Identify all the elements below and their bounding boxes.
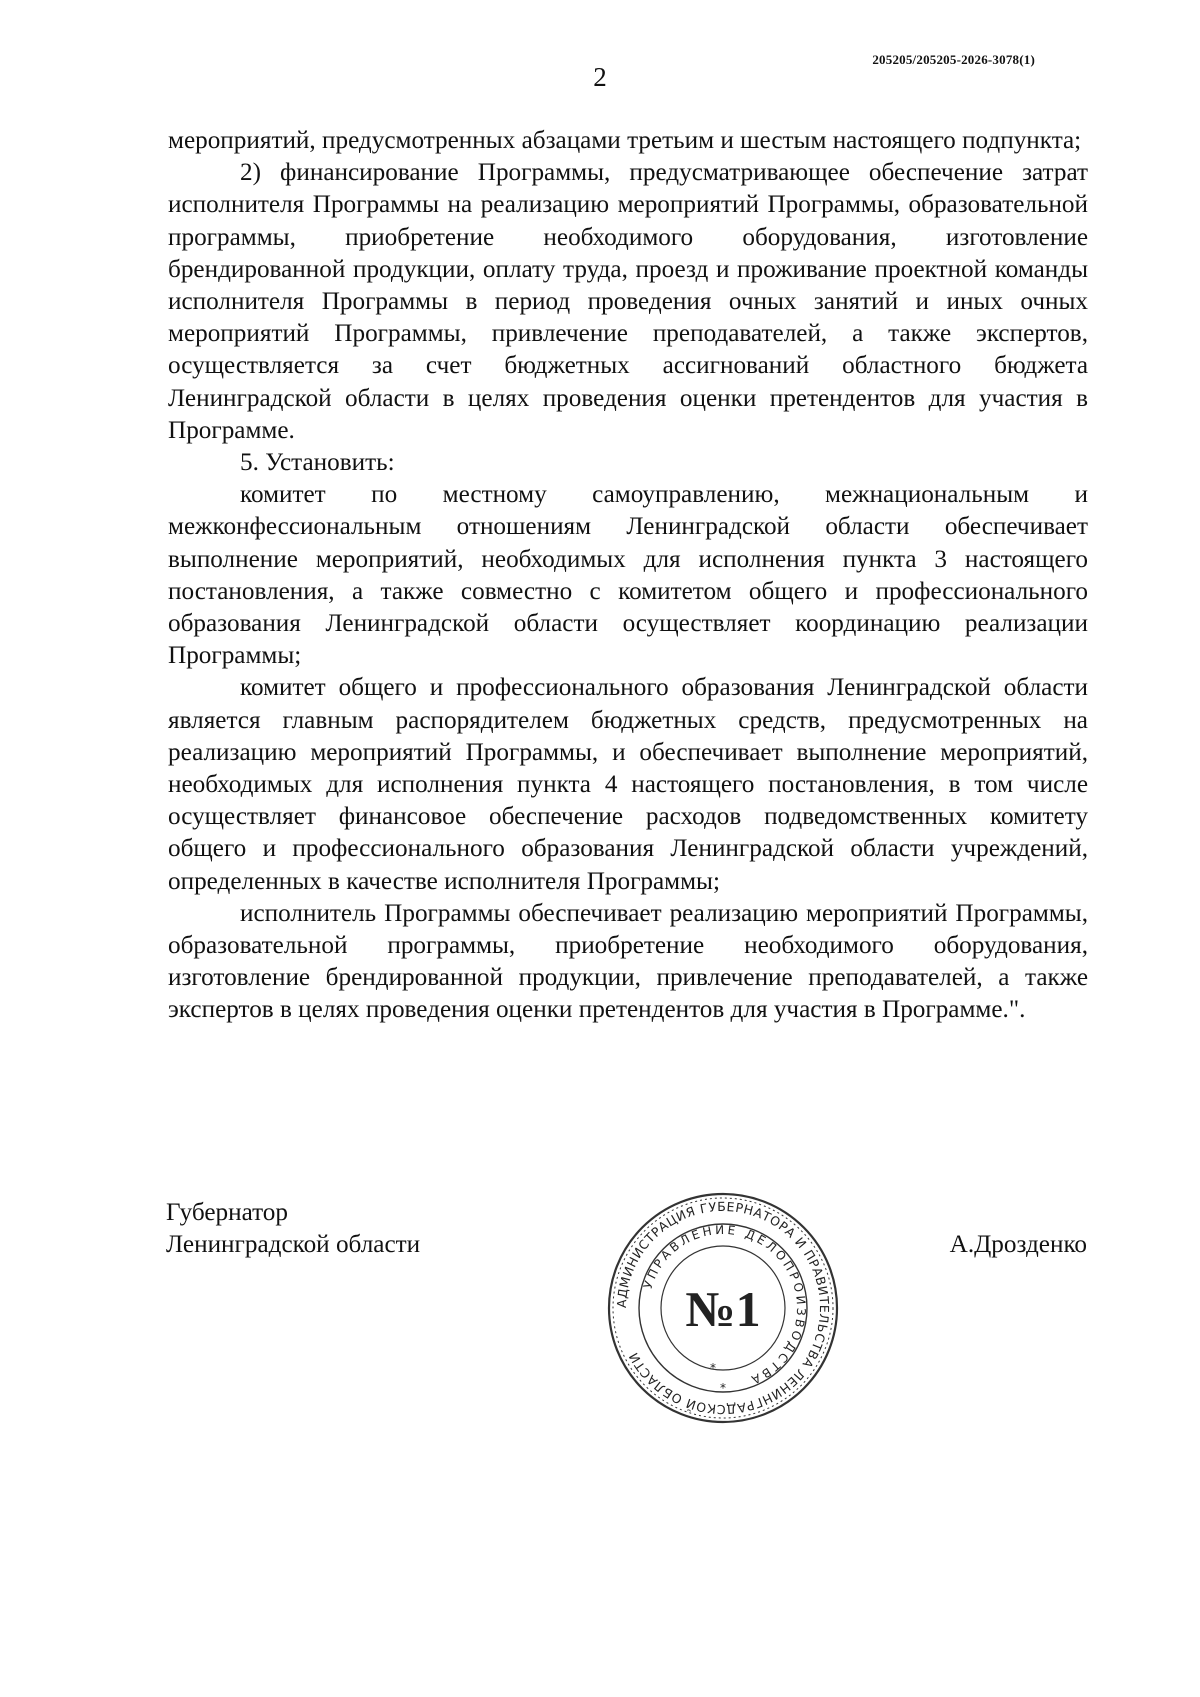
official-stamp <box>605 1190 841 1426</box>
stamp-center-number: №1 <box>685 1281 761 1337</box>
stamp-inner-text: УПРАВЛЕНИЕ ДЕЛОПРОИЗВОДСТВА <box>640 1222 809 1388</box>
paragraph-committee-education: комитет общего и профессионального образования Ленинградской области является главным распорядителем бюджетных средств, предусмотренных на реализацию мероприятий Программы, и обеспечивает выполнение мероприятий, необходимых для исполнения пункта 4 настоящего постановления, в том числе осуществляет финансовое обеспечение расходов подведомственных комитету общего и профессионального образования Ленинградской области учреждений, определенных в качестве исполнителя Программы; <box>168 674 1088 895</box>
paragraph-financing: 2) финансирование Программы, предусматривающее обеспечение затрат исполнителя Программы на реализацию мероприятий Программы, образовательной программы, приобретение необходимого оборудования, изготовление брендированной продукции, оплату труда, проезд и проживание проектной команды исполнителя Программы в период проведения очных занятий и иных очных мероприятий Программы, привлечение преподавателей, а также экспертов, осуществляется за счет бюджетных ассигнований областного бюджета Ленинградской области в целях проведения оценки претендентов для участия в Программе. <box>168 159 1088 444</box>
paragraph-program-executor: исполнитель Программы обеспечивает реализацию мероприятий Программы, образовательной программы, приобретение необходимого оборудования, изготовление брендированной продукции, привлечение преподавателей, а также экспертов в целях проведения оценки претендентов для участия в Программе.". <box>168 899 1088 1024</box>
paragraph-continuation: мероприятий, предусмотренных абзацами третьим и шестым настоящего подпункта; <box>168 127 1082 154</box>
stamp-star-icon: * <box>710 1361 716 1375</box>
signature-title-line2: Ленинградской области <box>166 1231 421 1258</box>
document-body <box>168 125 1088 1027</box>
document-id: 205205/205205-2026-3078(1) <box>872 52 1035 67</box>
signature-title-line1: Губернатор <box>166 1199 288 1226</box>
paragraph-committee-local-government: комитет по местному самоуправлению, межнациональным и межконфессиональным отношениям Ленинградской области обеспечивает выполнение мероприятий, необходимых для исполнения пункта 3 настоящего постановления, а также совместно с комитетом общего и профессионального образования Ленинградской области осуществляет координацию реализации Программы; <box>168 481 1088 670</box>
signature-name: А.Дрозденко <box>949 1231 1087 1258</box>
stamp-star-icon: * <box>720 1381 726 1395</box>
stamp-outer-text: АДМИНИСТРАЦИЯ ГУБЕРНАТОРА И ПРАВИТЕЛЬСТВА ЛЕНИНГРАДСКОЙ ОБЛАСТИ <box>613 1198 833 1418</box>
signature-title <box>166 1197 420 1261</box>
paragraph-item-5-heading: 5. Установить: <box>240 449 395 477</box>
page-number: 2 <box>593 62 607 92</box>
